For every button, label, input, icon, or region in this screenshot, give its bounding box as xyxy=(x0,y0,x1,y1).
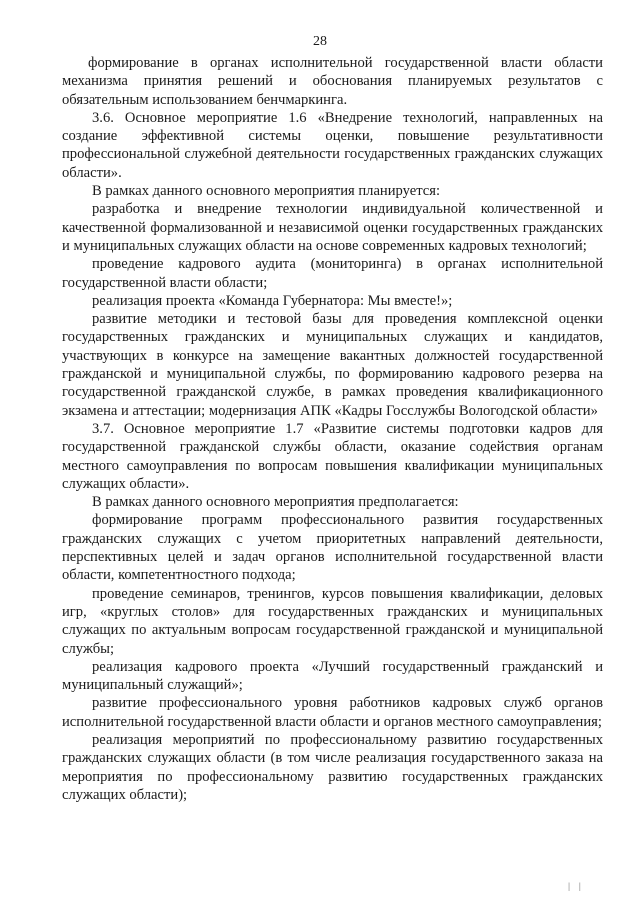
paragraph: реализация проекта «Команда Губернатора: Мы вместе!»; xyxy=(92,292,453,309)
paragraph: 3.6. Основное мероприятие 1.6 «Внедрение технологий, направленных на создание эффективной системы оценки, повышение результативности профессиональной служебной деятельности государственных гражданских служащих области». xyxy=(62,109,603,181)
paragraph: 3.7. Основное мероприятие 1.7 «Развитие системы подготовки кадров для государственной гражданской службы области, оказание содействия органам местного самоуправления по вопросам повышения квалификации муниципальных служащих области». xyxy=(62,420,603,492)
paragraph: В рамках данного основного мероприятия планируется: xyxy=(92,183,441,200)
paragraph: развитие профессионального уровня работников кадровых служб органов исполнительной государственной власти области и органов местного самоуправления; xyxy=(62,695,603,730)
document-body xyxy=(62,54,603,804)
paragraph: формирование в органах исполнительной государственной власти области механизма принятия решений и обоснования планируемых результатов с обязательным использованием бенчмаркинга. xyxy=(62,55,603,108)
page-number: 28 xyxy=(313,34,327,49)
paragraph: разработка и внедрение технологии индивидуальной количественной и качественной формализованной и независимой оценки государственных гражданских и муниципальных служащих области на основе современных кадровых технологий; xyxy=(62,201,603,254)
paragraph: формирование программ профессионального развития государственных гражданских служащих с учетом приоритетных направлений деятельности, перспективных целей и задач органов исполнительной государственной власти области, компетентностного подхода; xyxy=(62,512,603,584)
paragraph: проведение кадрового аудита (мониторинга) в органах исполнительной государственной власти области; xyxy=(62,256,603,291)
paragraph: В рамках данного основного мероприятия предполагается: xyxy=(92,494,459,511)
paragraph: развитие методики и тестовой базы для проведения комплексной оценки государственных гражданских и муниципальных служащих и кандидатов, участвующих в конкурсе на замещение вакантных должностей государственной гражданской и муниципальной службы, по формированию кадрового резерва на государственной гражданской службе, в рамках проведения квалификационного экзамена и аттестации; модернизация АПК «Кадры Госслужбы Вологодской области» xyxy=(62,311,603,419)
scan-mark: | | xyxy=(567,881,584,891)
paragraph: реализация кадрового проекта «Лучший государственный гражданский и муниципальный служащий»; xyxy=(62,658,603,694)
paragraph: реализация мероприятий по профессиональному развитию государственных гражданских служащих области (в том числе реализация государственного заказа на мероприятия по профессиональному развитию государственных гражданских служащих области); xyxy=(62,731,603,803)
paragraph: проведение семинаров, тренингов, курсов повышения квалификации, деловых игр, «круглых столов» для государственных гражданских и муниципальных служащих по актуальным вопросам государственной гражданской и муниципальной службы; xyxy=(62,585,603,657)
